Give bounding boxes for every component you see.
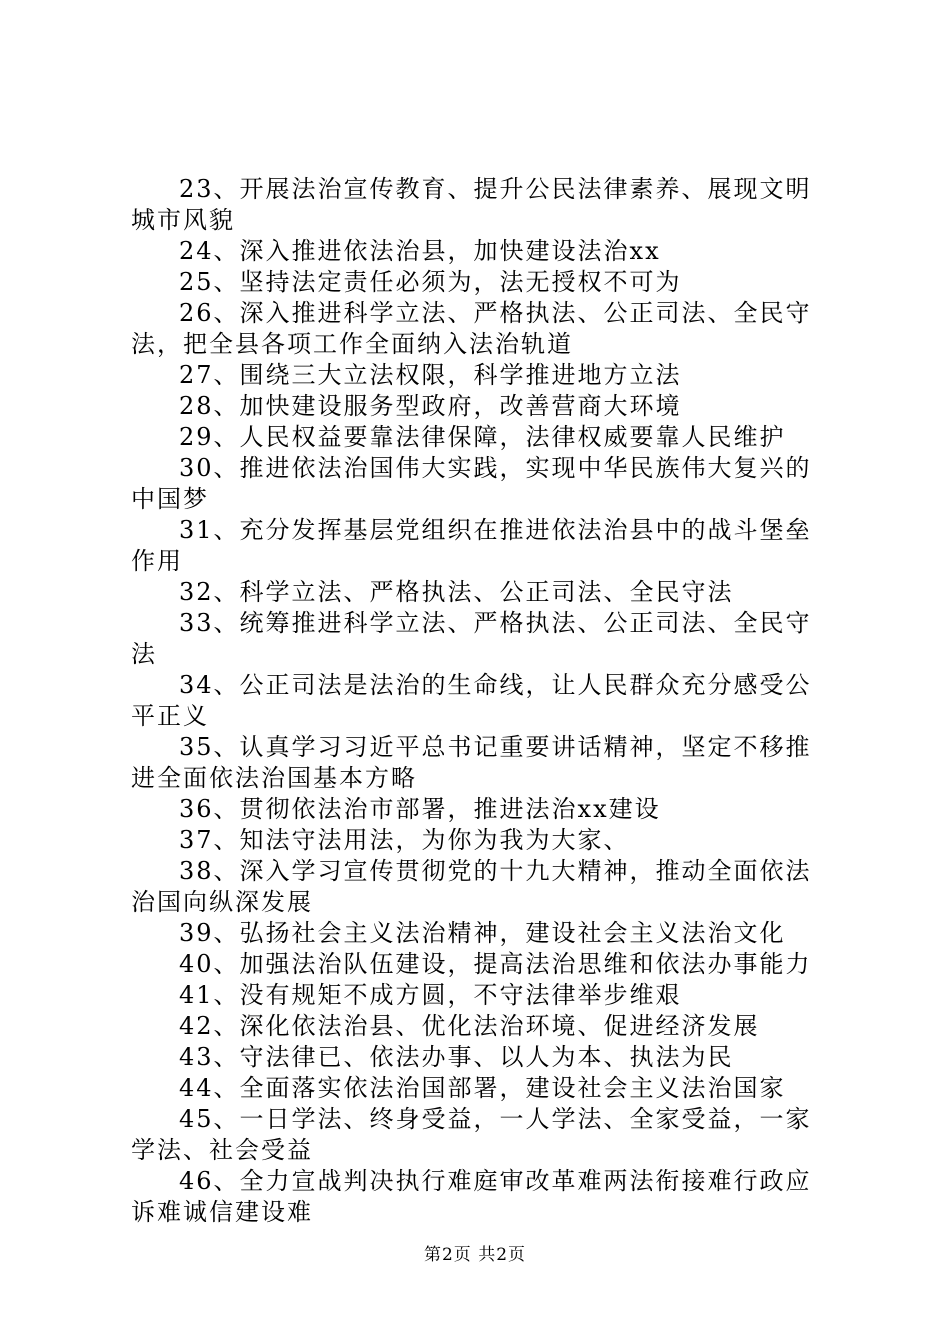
- paragraph: 25、坚持法定责任必须为，法无授权不可为: [179, 268, 682, 296]
- paragraph: 24、深入推进依法治县，加快建设法治xx: [179, 237, 661, 265]
- paragraph: 28、加快建设服务型政府，改善营商大环境: [179, 392, 682, 420]
- paragraph: 46、全力宣战判决执行难庭审改革难两法衔接难行政应诉难诚信建设难: [131, 1167, 812, 1226]
- document-body: [131, 174, 837, 1228]
- paragraph: 38、深入学习宣传贯彻党的十九大精神，推动全面依法治国向纵深发展: [131, 857, 812, 916]
- paragraph: 35、认真学习习近平总书记重要讲话精神，坚定不移推进全面依法治国基本方略: [131, 733, 812, 792]
- paragraph: 39、弘扬社会主义法治精神，建设社会主义法治文化: [179, 919, 786, 947]
- paragraph: 34、公正司法是法治的生命线，让人民群众充分感受公平正义: [131, 671, 812, 730]
- paragraph: 23、开展法治宣传教育、提升公民法律素养、展现文明城市风貌: [131, 175, 812, 234]
- paragraph: 29、人民权益要靠法律保障，法律权威要靠人民维护: [179, 423, 786, 451]
- paragraph: 37、知法守法用法，为你为我为大家、: [179, 826, 630, 854]
- paragraph: 33、统筹推进科学立法、严格执法、公正司法、全民守法: [131, 609, 812, 668]
- paragraph: 36、贯彻依法治市部署，推进法治xx建设: [179, 795, 661, 823]
- paragraph: 45、一日学法、终身受益，一人学法、全家受益，一家学法、社会受益: [131, 1105, 812, 1164]
- paragraph: 40、加强法治队伍建设，提高法治思维和依法办事能力: [179, 950, 812, 978]
- paragraph: 30、推进依法治国伟大实践，实现中华民族伟大复兴的中国梦: [131, 454, 812, 513]
- paragraph: 43、守法律已、依法办事、以人为本、执法为民: [179, 1043, 734, 1071]
- page-number-footer: 第2页 共2页: [423, 1245, 527, 1265]
- paragraph: 27、围绕三大立法权限，科学推进地方立法: [179, 361, 682, 389]
- paragraph: 32、科学立法、严格执法、公正司法、全民守法: [179, 578, 734, 606]
- paragraph: 31、充分发挥基层党组织在推进依法治县中的战斗堡垒作用: [131, 516, 812, 575]
- paragraph: 44、全面落实依法治国部署，建设社会主义法治国家: [179, 1074, 786, 1102]
- paragraph: 41、没有规矩不成方圆，不守法律举步维艰: [179, 981, 682, 1009]
- paragraph: 42、深化依法治县、优化法治环境、促进经济发展: [179, 1012, 760, 1040]
- paragraph: 26、深入推进科学立法、严格执法、公正司法、全民守法，把全县各项工作全面纳入法治轨道: [131, 299, 812, 358]
